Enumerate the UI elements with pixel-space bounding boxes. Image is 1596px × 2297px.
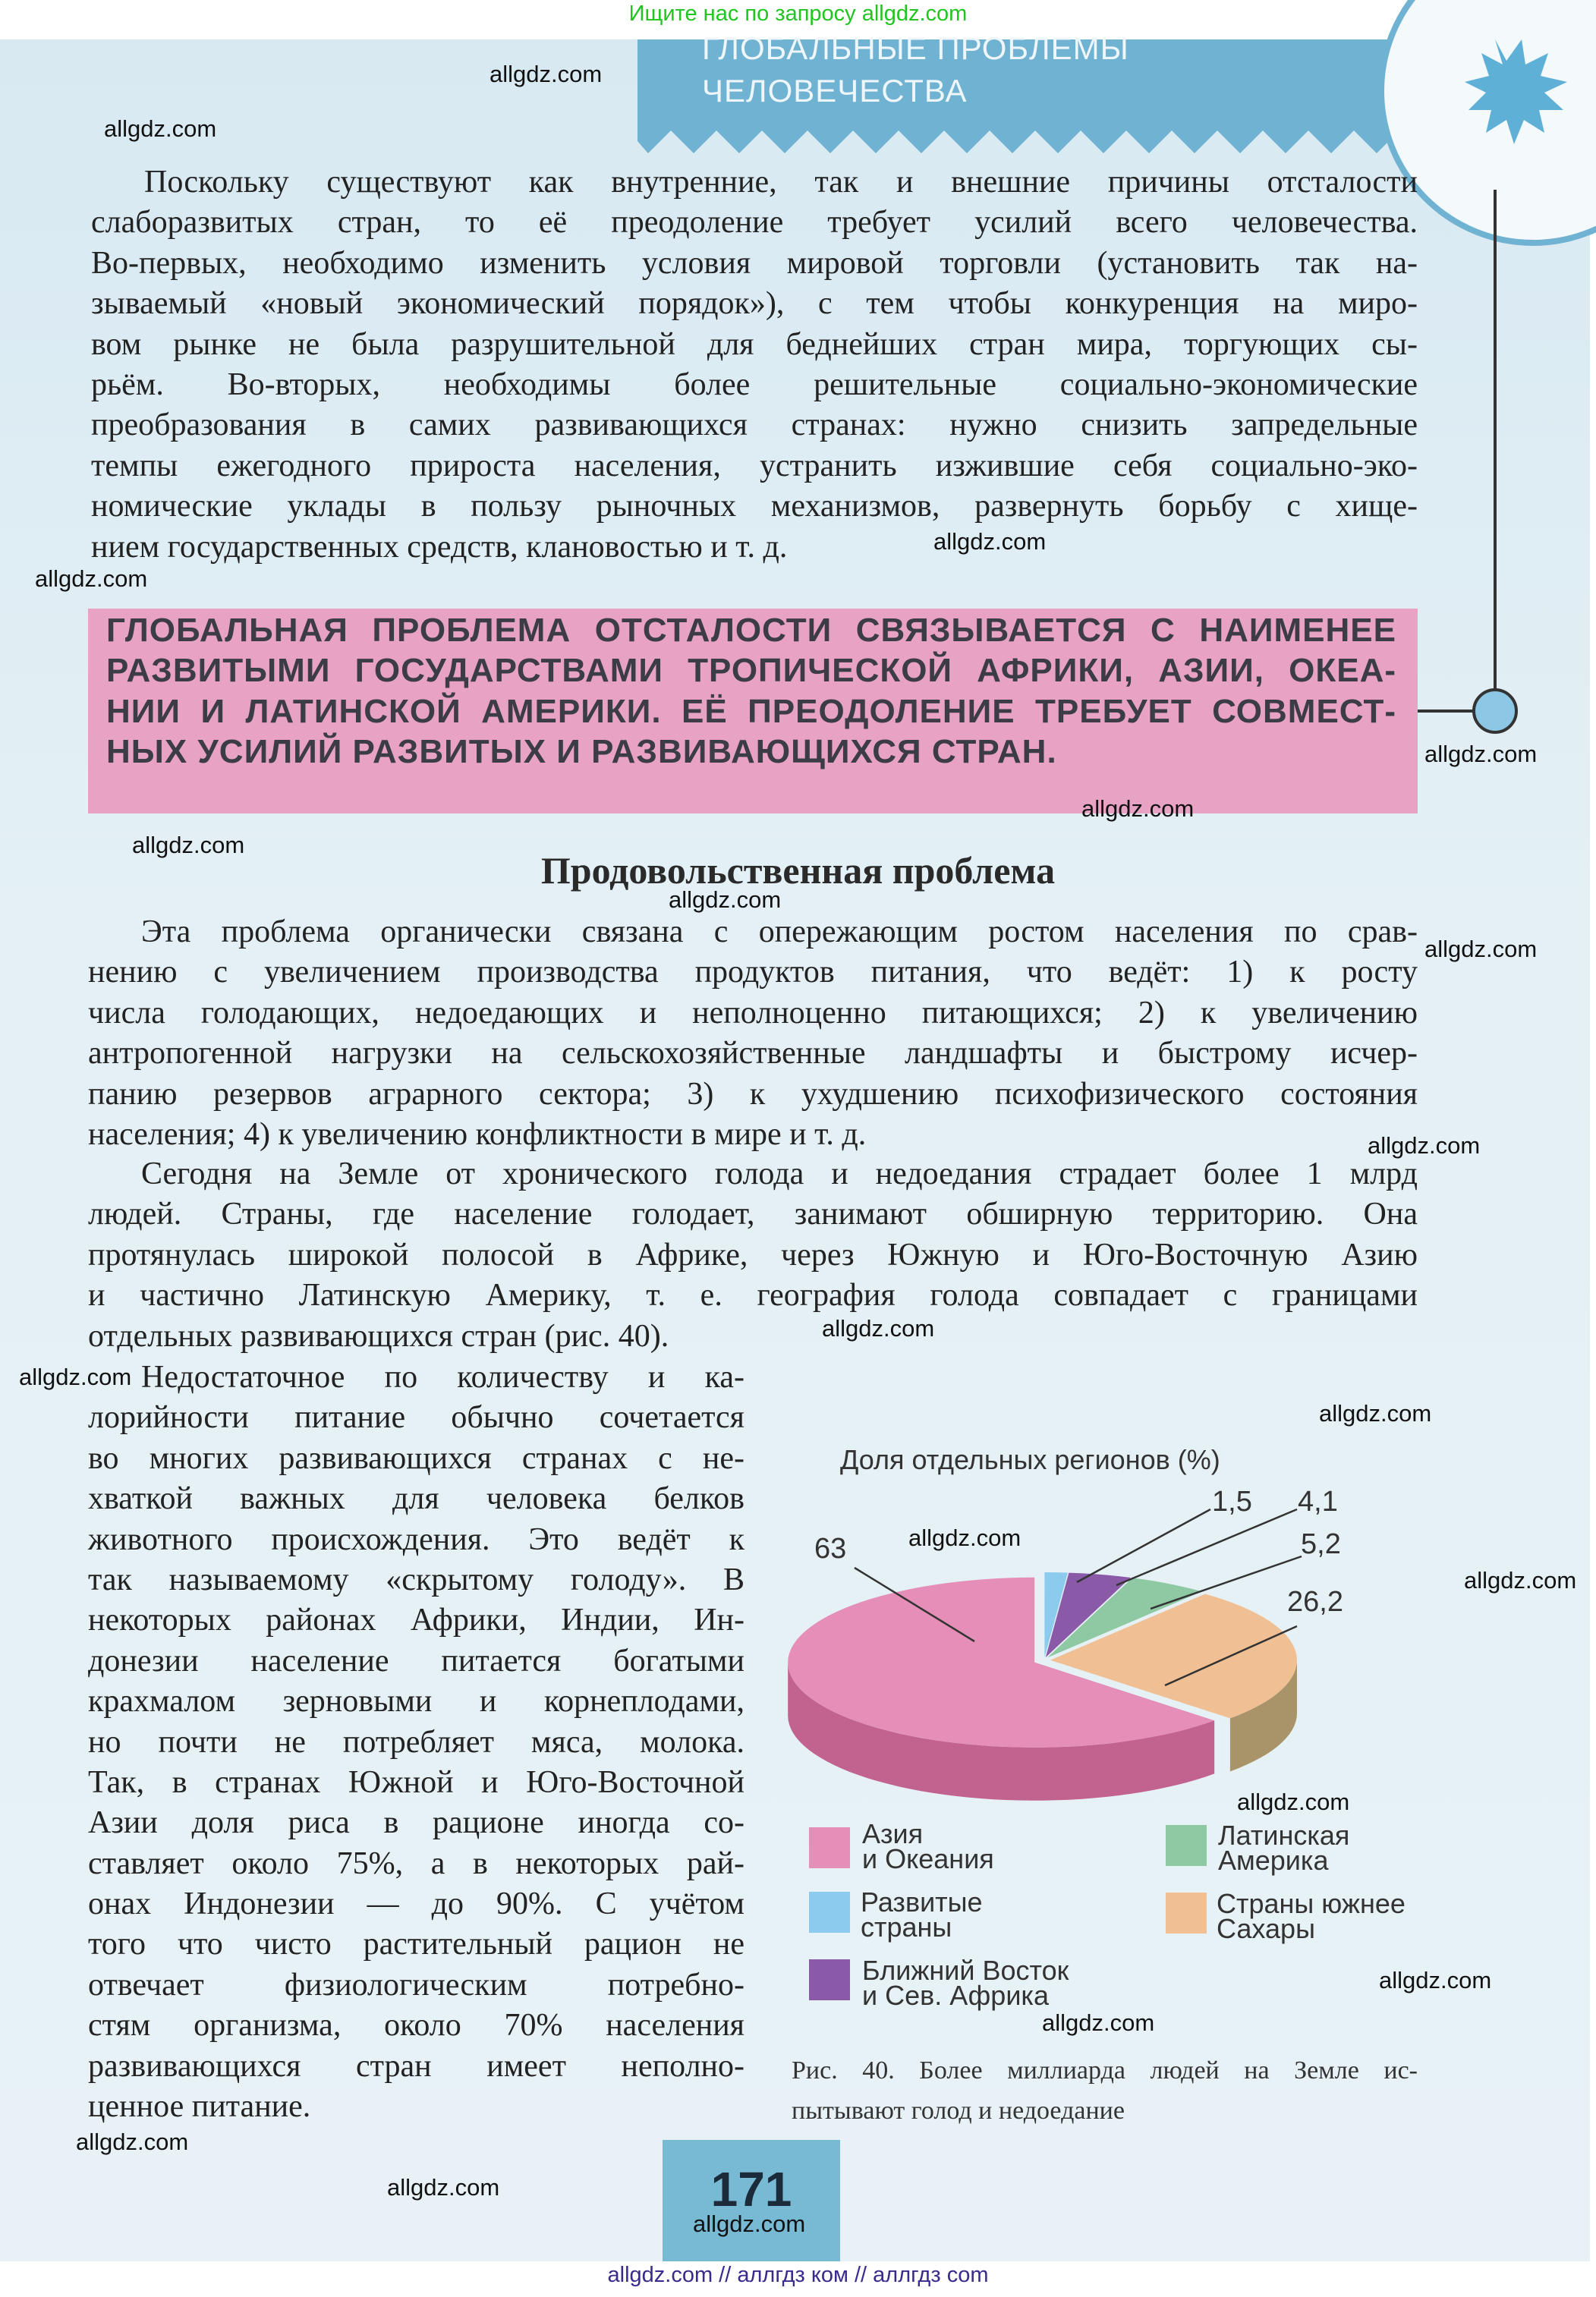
text-line: так называемому «скрытому голоду». В <box>88 1562 744 1597</box>
data-label-middle-east: 4,1 <box>1298 1486 1338 1518</box>
header-title-line1: ГЛОБАЛЬНЫЕ ПРОБЛЕМЫ <box>702 30 1129 66</box>
text-line: ставляет около 75%, а в некоторых рай- <box>88 1845 744 1881</box>
caption-line: Рис. 40. Более миллиарда людей на Земле ис- <box>792 2056 1418 2085</box>
top-search-note: Ищите нас по запросу allgdz.com <box>628 2 968 26</box>
text-line: во многих развивающихся странах с не- <box>88 1440 744 1476</box>
legend-label: Страны южнее <box>1217 1888 1406 1919</box>
legend-swatch-subsahara <box>1166 1893 1207 1934</box>
legend-label: и Океания <box>862 1843 994 1874</box>
header-title-line2: ЧЕЛОВЕЧЕСТВА <box>702 73 968 109</box>
watermark: allgdz.com <box>76 2129 189 2155</box>
leader-line-asia <box>855 1568 974 1641</box>
watermark: allgdz.com <box>908 1525 1022 1551</box>
text-line: онах Индонезии — до 90%. С учётом <box>88 1886 744 1922</box>
text-line: развивающихся стран имеет неполно- <box>88 2048 744 2084</box>
text-line: НЫХ УСИЛИЙ РАЗВИТЫХ И РАЗВИВАЮЩИХСЯ СТРАН. <box>106 733 1057 771</box>
text-line: числа голодающих, недоедающих и неполноценно питающихся; 2) к увеличению <box>88 995 1418 1031</box>
text-line: НИИ И ЛАТИНСКОЙ АМЕРИКИ. ЕЁ ПРЕОДОЛЕНИЕ ТРЕБУЕТ СОВМЕСТ- <box>106 692 1396 730</box>
watermark: allgdz.com <box>1464 1567 1577 1594</box>
text-line: хваткой важных для человека белков <box>88 1481 744 1517</box>
watermark: allgdz.com <box>933 528 1047 555</box>
leader-line-developed <box>1077 1509 1210 1582</box>
text-line: рьём. Во-вторых, необходимы более решительные социально-экономические <box>91 367 1418 402</box>
watermark: allgdz.com <box>1424 936 1538 962</box>
legend-swatch-developed <box>809 1892 850 1933</box>
text-line: Так, в странах Южной и Юго-Восточной <box>88 1764 744 1800</box>
text-line: Во-первых, необходимо изменить условия мировой торговли (установить так на- <box>91 245 1418 281</box>
text-line: животного происхождения. Это ведёт к <box>88 1521 744 1557</box>
text-line: антропогенной нагрузки на сельскохозяйственные ландшафты и быстрому исчер- <box>88 1036 1418 1071</box>
text-line: протянулась широкой полосой в Африке, через Южную и Юго-Восточную Азию <box>88 1237 1418 1273</box>
watermark: allgdz.com <box>490 61 603 87</box>
text-line: Сегодня на Земле от хронического голода и недоедания страдает более 1 млрд <box>141 1156 1418 1191</box>
text-line: слаборазвитых стран, то её преодоление требует усилий всего человечества. <box>91 205 1418 241</box>
watermark: allgdz.com <box>1042 2009 1155 2036</box>
watermark: allgdz.com <box>35 565 148 592</box>
data-label-asia: 63 <box>814 1533 847 1565</box>
legend-item-developed <box>861 1886 983 1943</box>
watermark: allgdz.com <box>1081 795 1195 822</box>
watermark: allgdz.com <box>1319 1400 1432 1427</box>
text-line: темпы ежегодного прироста населения, устранить изжившие себя социально-эко- <box>91 448 1418 483</box>
text-line: отдельных развивающихся стран (рис. 40). <box>88 1318 669 1354</box>
text-line: нием государственных средств, клановостью и т. д. <box>91 529 788 565</box>
watermark: allgdz.com <box>104 115 217 142</box>
legend-label: Развитые <box>861 1886 983 1918</box>
legend-item-middle-east <box>862 1955 1069 2011</box>
data-label-latin: 5,2 <box>1301 1528 1341 1560</box>
leader-line-subsahara <box>1165 1626 1297 1685</box>
watermark: allgdz.com <box>1368 1132 1481 1159</box>
text-line: населения; 4) к увеличению конфликтности в мире и т. д. <box>88 1116 867 1152</box>
text-line: зываемый «новый экономический порядок»), с тем чтобы конкуренция на миро- <box>91 286 1418 322</box>
text-line: РАЗВИТЫМИ ГОСУДАРСТВАМИ ТРОПИЧЕСКОЙ АФРИКИ, АЗИИ, ОКЕА- <box>106 652 1396 690</box>
legend-label: Америка <box>1218 1845 1329 1876</box>
legend-label: Ближний Восток <box>862 1955 1069 1986</box>
text-line: стям организма, около 70% населения <box>88 2008 744 2044</box>
watermark: allgdz.com <box>1237 1789 1350 1815</box>
legend-label: страны <box>861 1912 952 1943</box>
page-number-box <box>663 2140 840 2261</box>
text-line: панию резервов аграрного сектора; 3) к ухудшению психофизического состояния <box>88 1076 1418 1112</box>
footer-links[interactable]: allgdz.com // аллгдз ком // аллгдз com <box>607 2263 989 2287</box>
watermark: allgdz.com <box>1424 741 1538 767</box>
legend-label: Латинская <box>1218 1820 1350 1851</box>
page-number: 171 <box>710 2162 792 2217</box>
text-line: донезии население питается богатыми <box>88 1643 744 1679</box>
watermark: allgdz.com <box>693 2210 806 2237</box>
watermark: allgdz.com <box>822 1315 935 1342</box>
text-line: но почти не потребляет мяса, молока. <box>88 1724 744 1760</box>
section-title: Продовольственная проблема <box>540 849 1056 892</box>
data-label-subsahara: 26,2 <box>1287 1586 1343 1618</box>
text-line: Эта проблема органически связана с опережающим ростом населения по срав- <box>141 914 1418 949</box>
legend-item-latin <box>1218 1820 1350 1876</box>
leader-line-latin <box>1151 1556 1302 1609</box>
text-line: отвечает физиологическим потребно- <box>88 1967 744 2003</box>
legend-label: Сахары <box>1217 1913 1315 1944</box>
chart-title: Доля отдельных регионов (%) <box>840 1444 1220 1475</box>
legend-swatch-middle-east <box>809 1959 850 2000</box>
text-line: лорийности питание обычно сочетается <box>88 1400 744 1436</box>
caption-line: пытывают голод и недоедание <box>792 2097 1125 2126</box>
watermark: allgdz.com <box>132 832 245 858</box>
leader-line-middle-east <box>1116 1509 1297 1585</box>
text-line: людей. Страны, где население голодает, занимают обширную территорию. Она <box>88 1197 1418 1232</box>
legend-label: и Сев. Африка <box>862 1980 1049 2011</box>
watermark: allgdz.com <box>19 1364 132 1390</box>
figure-caption <box>792 2053 1418 2129</box>
data-label-developed: 1,5 <box>1212 1486 1252 1518</box>
legend-swatch-asia <box>809 1827 850 1868</box>
text-line: Недостаточное по количеству и ка- <box>141 1360 744 1395</box>
text-line: номические уклады в пользу рыночных механизмов, развернуть борьбу с хище- <box>91 489 1418 524</box>
text-line: того что чисто растительный рацион не <box>88 1927 744 1962</box>
legend-swatch-latin <box>1166 1825 1207 1866</box>
watermark: allgdz.com <box>387 2174 500 2201</box>
text-line: некоторых районах Африки, Индии, Ин- <box>88 1603 744 1638</box>
text-line: ценное питание. <box>88 2089 311 2125</box>
text-line: ГЛОБАЛЬНАЯ ПРОБЛЕМА ОТСТАЛОСТИ СВЯЗЫВАЕТСЯ С НАИМЕНЕЕ <box>106 612 1396 649</box>
legend-label: Азия <box>862 1818 924 1849</box>
text-line: нению с увеличением производства продуктов питания, что ведёт: 1) к росту <box>88 955 1418 990</box>
watermark: allgdz.com <box>669 886 782 913</box>
text-line: крахмалом зерновыми и корнеплодами, <box>88 1684 744 1720</box>
text-line: и частично Латинскую Америку, т. е. география голода совпадает с границами <box>88 1278 1418 1314</box>
legend-item-asia <box>862 1818 994 1874</box>
legend-item-subsahara <box>1217 1888 1406 1944</box>
text-line: преобразования в самих развивающихся странах: нужно снизить запредельные <box>91 407 1418 443</box>
watermark: allgdz.com <box>1379 1967 1492 1993</box>
text-line: вом рынке не была разрушительной для беднейших стран мира, торгующих сы- <box>91 326 1418 362</box>
text-line: Азии доля риса в рационе иногда со- <box>88 1805 744 1841</box>
text-line: Поскольку существуют как внутренние, так и внешние причины отсталости <box>144 165 1418 200</box>
